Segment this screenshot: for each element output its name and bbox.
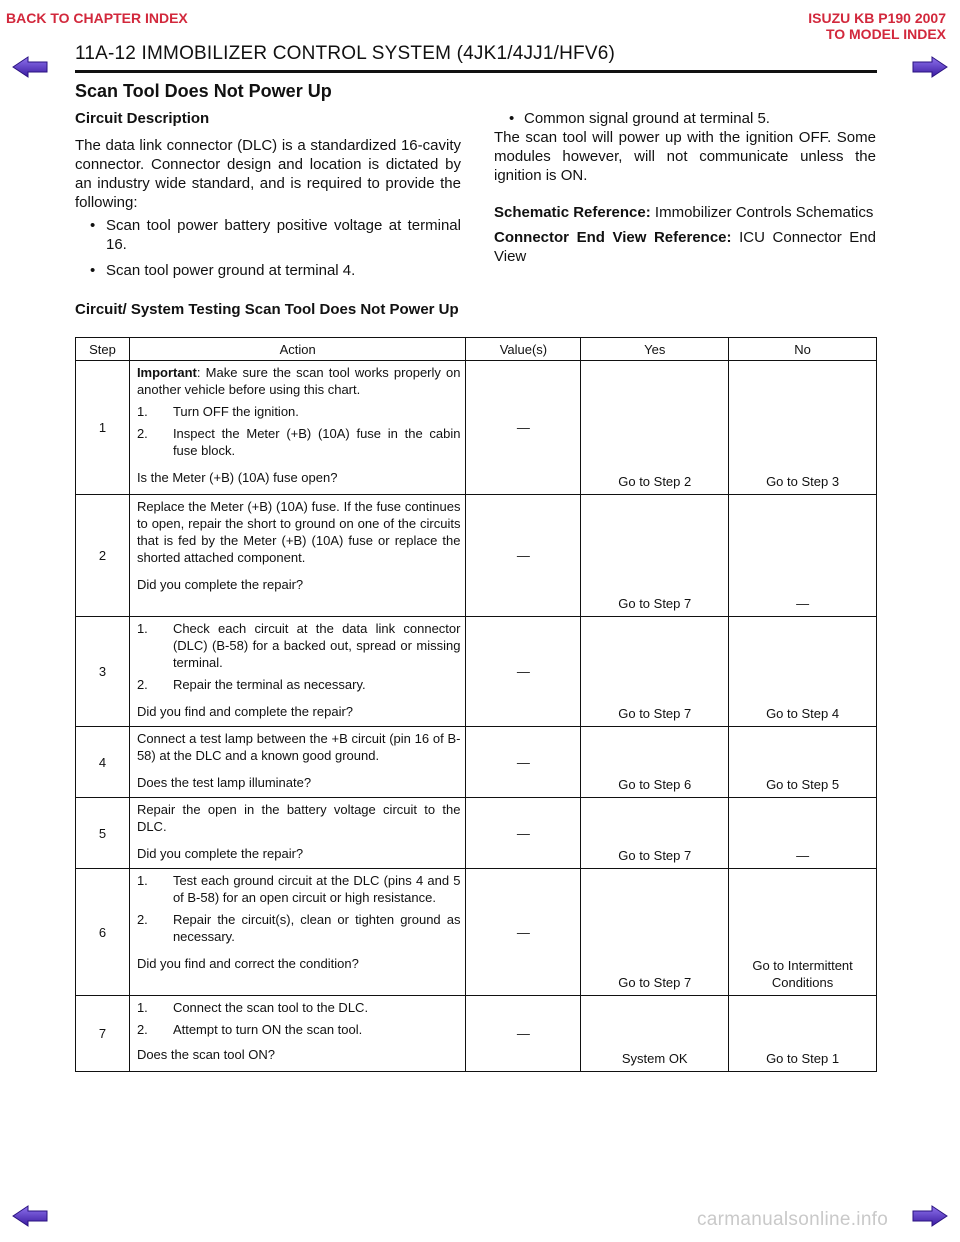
action-list [137, 403, 461, 459]
item-number: 1. [136, 873, 148, 888]
diagnostic-steps-table [75, 337, 877, 1072]
item-number: 2. [136, 426, 148, 441]
item-text: Repair the terminal as necessary. [172, 677, 366, 692]
connector-reference-value[interactable]: ICU Connector End View [494, 229, 876, 265]
watermark-text: carmanualsonline.info [697, 1209, 889, 1230]
important-note [137, 364, 461, 398]
list-item [137, 999, 461, 1016]
step-action [129, 361, 466, 495]
step-values: — [466, 996, 581, 1072]
item-text: Turn OFF the ignition. [172, 404, 299, 419]
page-header-title: 11A-12 IMMOBILIZER CONTROL SYSTEM (4JK1/4JJ1/HFV6) [75, 43, 616, 64]
step-no-result[interactable]: Go to Step 5 [729, 727, 877, 798]
list-item [137, 620, 461, 671]
item-number: 2. [136, 1022, 148, 1037]
connector-reference [494, 228, 876, 266]
list-item [137, 872, 461, 906]
list-item [137, 676, 461, 693]
bullet-icon: • [90, 217, 96, 234]
item-text: Attempt to turn ON the scan tool. [172, 1022, 363, 1037]
step-number: 6 [76, 869, 130, 996]
list-item [137, 425, 461, 459]
list-item [494, 109, 876, 128]
table-row [76, 996, 877, 1072]
step-no-result: — [729, 798, 877, 869]
step-action [129, 495, 466, 617]
table-row [76, 361, 877, 495]
bullet-icon: • [509, 110, 515, 127]
schematic-reference-value[interactable]: Immobilizer Controls Schematics [654, 204, 874, 221]
step-number: 5 [76, 798, 130, 869]
table-row [76, 727, 877, 798]
item-text: Repair the circuit(s), clean or tighten ground as necessary. [172, 912, 461, 944]
next-page-arrow-icon[interactable] [912, 1205, 948, 1227]
step-action [129, 617, 466, 727]
item-number: 1. [136, 404, 148, 419]
table-row [76, 798, 877, 869]
step-yes-result[interactable]: Go to Step 7 [581, 869, 729, 996]
power-note: The scan tool will power up with the ignition OFF. Some modules however, will not communicate unless the ignition is ON. [494, 129, 876, 184]
next-page-arrow-icon[interactable] [912, 56, 948, 78]
schematic-reference [494, 203, 876, 222]
item-text: Inspect the Meter (+B) (10A) fuse in the cabin fuse block. [172, 426, 461, 458]
previous-page-arrow-icon[interactable] [12, 56, 48, 78]
item-text: Connect the scan tool to the DLC. [172, 1000, 369, 1015]
step-no-result[interactable]: Go to Step 3 [729, 361, 877, 495]
step-question: Did you find and correct the condition? [136, 956, 359, 971]
item-number: 1. [136, 621, 148, 636]
connector-reference-label: Connector End View Reference: [494, 229, 732, 246]
bullet-icon: • [90, 262, 96, 279]
step-question: Did you find and complete the repair? [136, 704, 354, 719]
step-no-result[interactable]: Go to Intermittent Conditions [729, 869, 877, 996]
previous-page-arrow-icon[interactable] [12, 1205, 48, 1227]
step-question: Does the scan tool ON? [136, 1047, 275, 1062]
list-item [137, 1021, 461, 1038]
step-no-result[interactable]: Go to Step 4 [729, 617, 877, 727]
step-yes-result: System OK [581, 996, 729, 1072]
step-instruction: Replace the Meter (+B) (10A) fuse. If the fuse continues to open, repair the short to ground on one of the circuits that is fed by the Meter (+B) (10A) fuse or replace the shorted attached component. [136, 499, 461, 565]
step-yes-result[interactable]: Go to Step 6 [581, 727, 729, 798]
step-yes-result[interactable]: Go to Step 7 [581, 798, 729, 869]
step-question: Is the Meter (+B) (10A) fuse open? [136, 470, 338, 485]
step-number: 7 [76, 996, 130, 1072]
item-text: Check each circuit at the data link connector (DLC) (B-58) for a backed out, spread or missing terminal. [172, 621, 461, 670]
step-action [129, 996, 466, 1072]
terminal-bullet-list-continued [494, 109, 876, 128]
item-text: Test each ground circuit at the DLC (pins 4 and 5 of B-58) for an open circuit or high resistance. [172, 873, 461, 905]
step-yes-result[interactable]: Go to Step 2 [581, 361, 729, 495]
action-list [137, 620, 461, 693]
table-row [76, 495, 877, 617]
bullet-text: Common signal ground at terminal 5. [524, 110, 770, 127]
step-yes-result[interactable]: Go to Step 7 [581, 495, 729, 617]
header-yes: Yes [581, 338, 729, 361]
table-header-row [76, 338, 877, 361]
list-item [137, 403, 461, 420]
step-no-result[interactable]: Go to Step 1 [729, 996, 877, 1072]
action-list [137, 872, 461, 945]
step-number: 3 [76, 617, 130, 727]
list-item [137, 911, 461, 945]
section-title: Scan Tool Does Not Power Up [75, 81, 332, 101]
list-item [75, 261, 461, 280]
step-no-result: — [729, 495, 877, 617]
bullet-text: Scan tool power battery positive voltage at terminal 16. [106, 217, 461, 253]
important-label: Important [136, 365, 197, 380]
table-row [76, 869, 877, 996]
item-number: 1. [136, 1000, 148, 1015]
terminal-bullet-list [75, 216, 461, 280]
description-right-column [494, 109, 876, 266]
step-action [129, 727, 466, 798]
step-values: — [466, 869, 581, 996]
step-values: — [466, 361, 581, 495]
header-divider [75, 70, 877, 73]
step-values: — [466, 798, 581, 869]
step-action [129, 869, 466, 996]
circuit-description-heading: Circuit Description [75, 110, 210, 127]
table-row [76, 617, 877, 727]
header-action: Action [129, 338, 466, 361]
description-left-column [75, 109, 461, 287]
step-number: 4 [76, 727, 130, 798]
header-step: Step [76, 338, 130, 361]
bullet-text: Scan tool power ground at terminal 4. [106, 262, 356, 279]
header-values: Value(s) [466, 338, 581, 361]
step-number: 1 [76, 361, 130, 495]
step-action [129, 798, 466, 869]
model-name: ISUZU KB P190 2007 [808, 10, 946, 26]
circuit-description-intro: The data link connector (DLC) is a standardized 16-cavity connector. Connector design and location is dictated by an industry wide standard, and is required to provide the following: [75, 137, 461, 211]
schematic-reference-label: Schematic Reference: [494, 204, 651, 221]
testing-title: Circuit/ System Testing Scan Tool Does Not Power Up [75, 301, 459, 318]
important-text: : Make sure the scan tool works properly on another vehicle before using this chart. [136, 365, 461, 397]
header-no: No [729, 338, 877, 361]
step-values: — [466, 617, 581, 727]
step-values: — [466, 727, 581, 798]
action-list [137, 999, 461, 1038]
step-question: Did you complete the repair? [136, 846, 304, 861]
model-index-block [808, 10, 946, 42]
step-values: — [466, 495, 581, 617]
step-number: 2 [76, 495, 130, 617]
item-number: 2. [136, 677, 148, 692]
step-instruction: Repair the open in the battery voltage circuit to the DLC. [136, 802, 461, 834]
step-yes-result[interactable]: Go to Step 7 [581, 617, 729, 727]
item-number: 2. [136, 912, 148, 927]
back-to-chapter-index-link[interactable]: BACK TO CHAPTER INDEX [6, 10, 188, 26]
list-item [75, 216, 461, 254]
to-model-index-link[interactable]: TO MODEL INDEX [825, 26, 946, 42]
step-instruction: Connect a test lamp between the +B circuit (pin 16 of B-58) at the DLC and a known good ground. [136, 731, 461, 763]
step-question: Did you complete the repair? [136, 577, 304, 592]
step-question: Does the test lamp illuminate? [136, 775, 312, 790]
